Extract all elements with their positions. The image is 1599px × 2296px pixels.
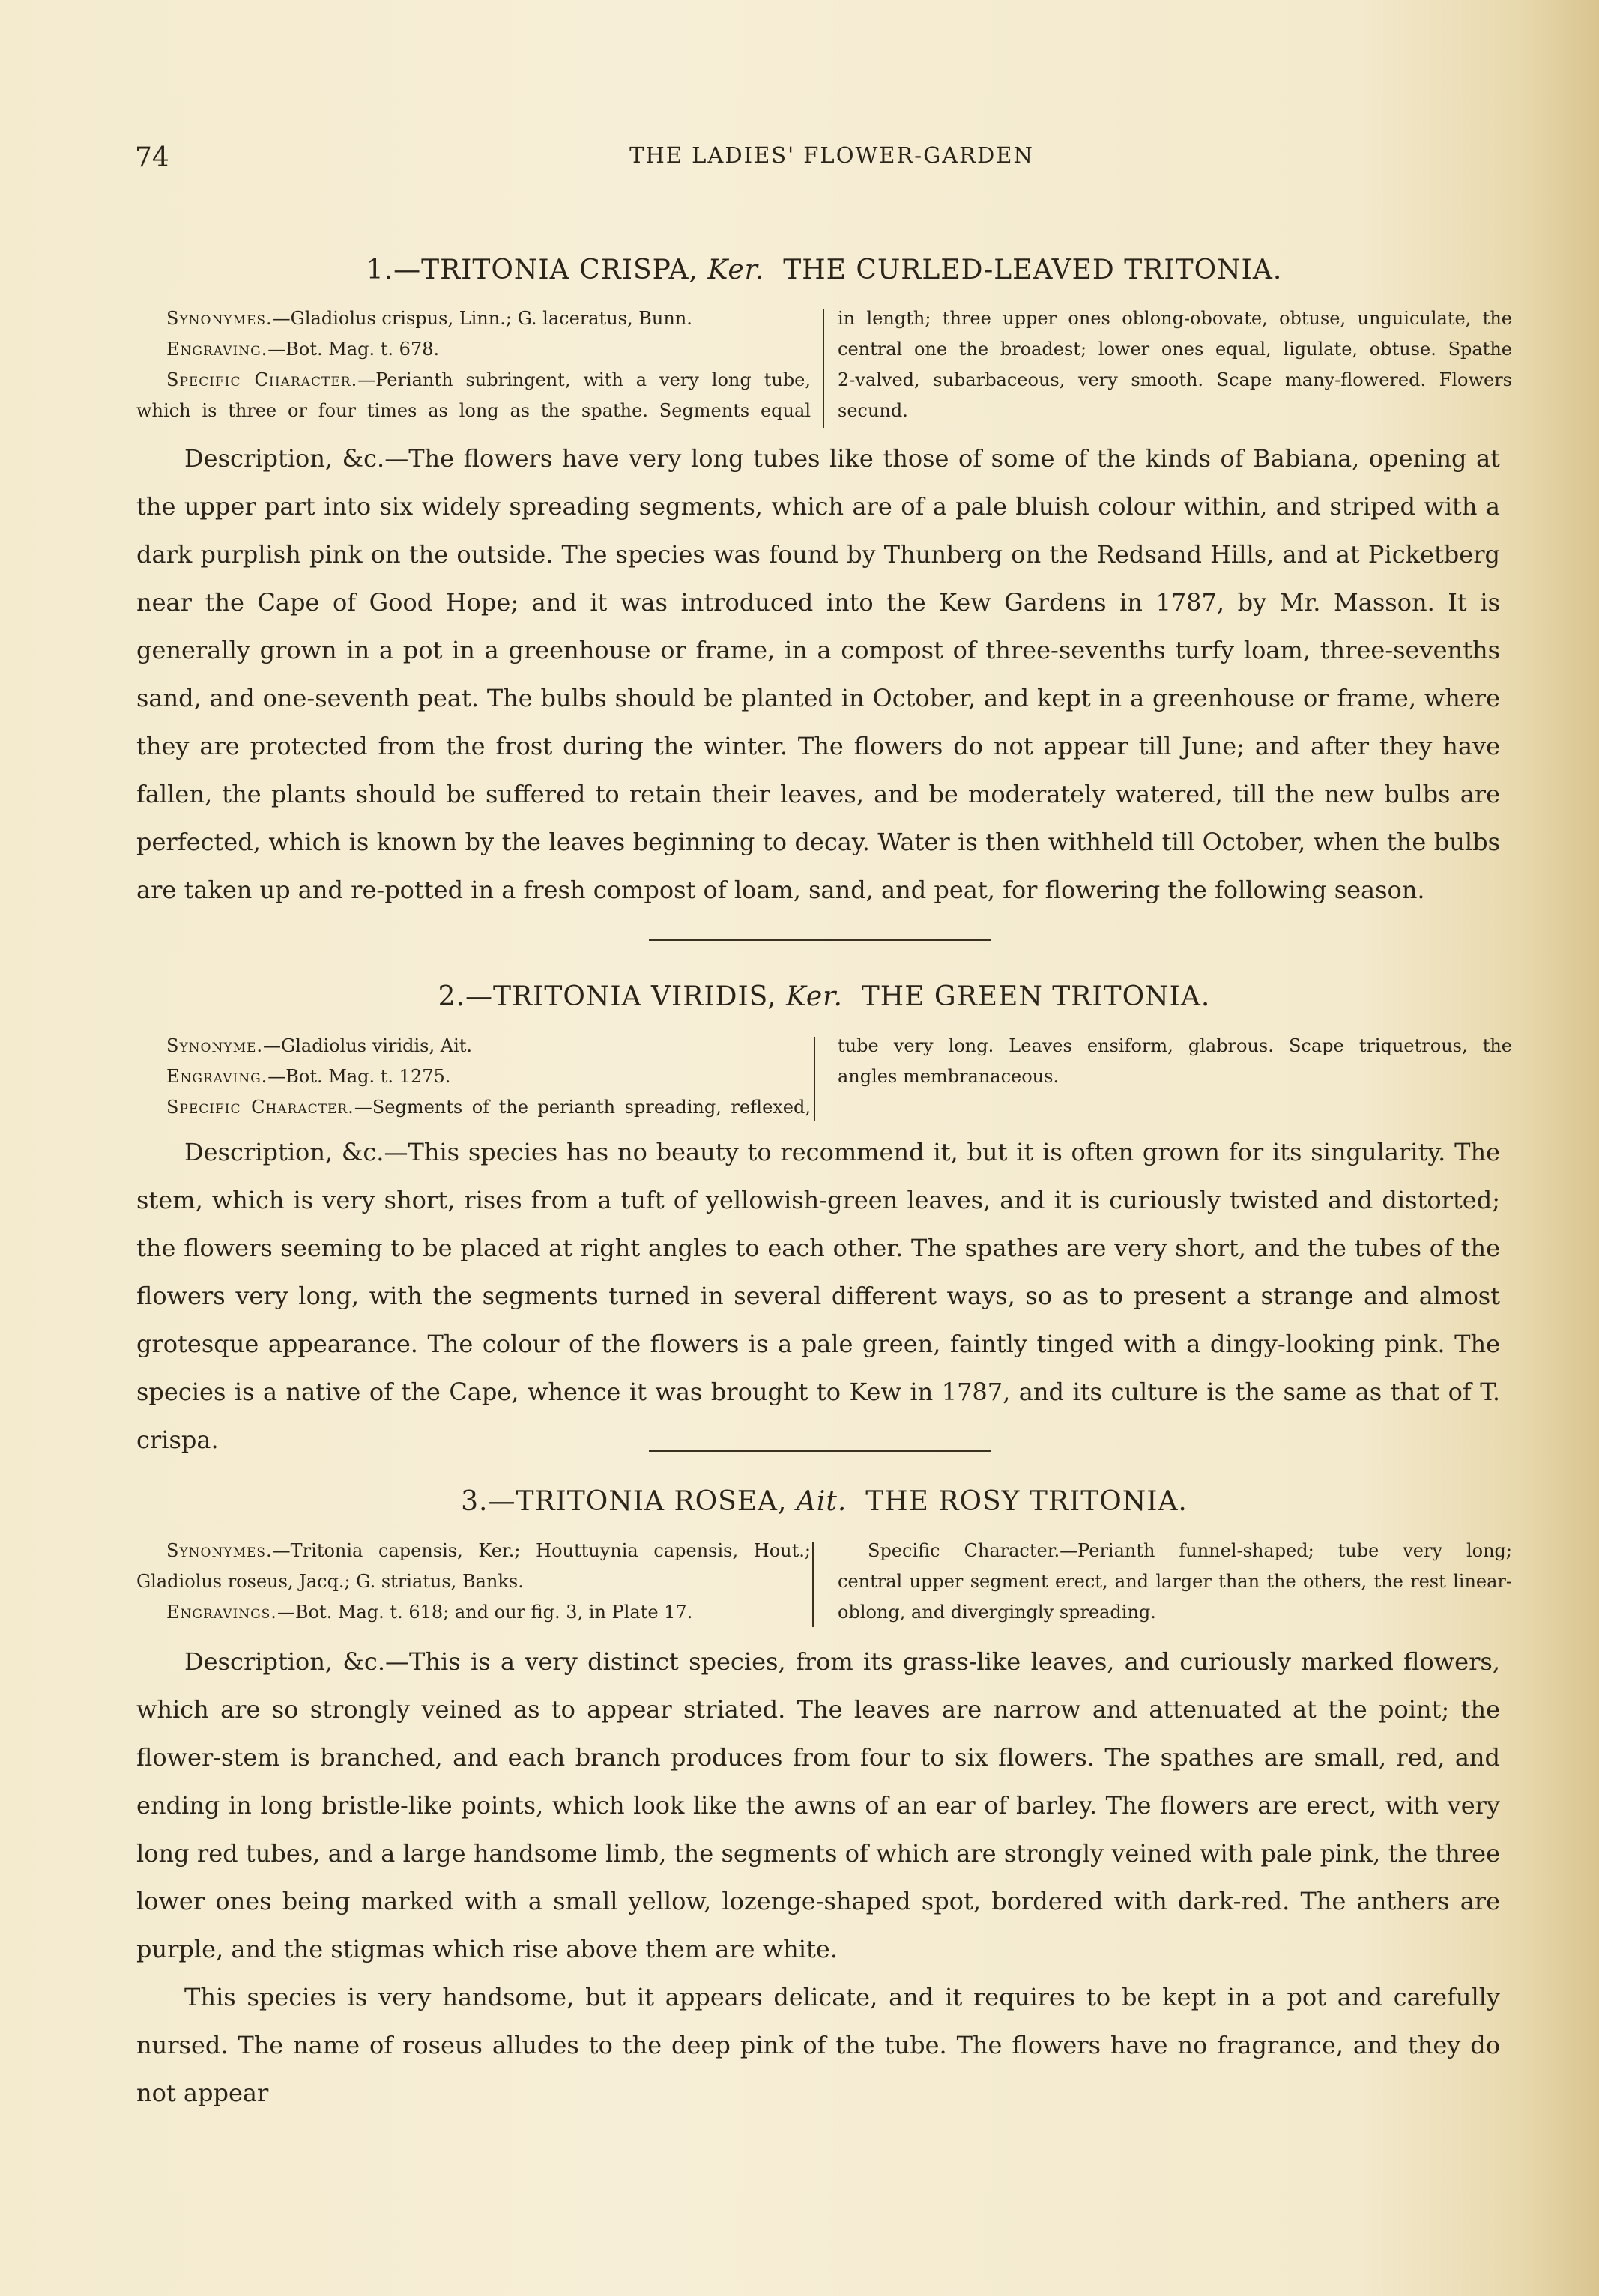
section-3-right-column: [838, 1536, 1512, 1628]
text-line: oblong, and divergingly spreading.: [838, 1602, 1156, 1623]
column-divider: [812, 1542, 814, 1627]
text: —Bot. Mag. t. 1275.: [267, 1066, 451, 1087]
section-3-author: Ait.: [796, 1486, 847, 1517]
section-2-description: [136, 1128, 1500, 1464]
paragraph: Description, &c.—This is a very distinct species, from its grass-like leaves, and curiously marked flowers, which are so strongly veined as to appear striated. The leaves are narrow and attenuated at the point; the flower-stem is branched, and each branch produces from four to six flowers. The spathes are small, red, and ending in long bristle-like points, which look like the awns of an ear of barley. The flowers are erect, with very long red tubes, and a large handsome limb, the segments of which are strongly veined with pale pink, the three lower ones being marked with a small yellow, lozenge-shaped spot, bordered with dark-red. The anthers are purple, and the stigmas which rise above them are white.: [136, 1647, 1500, 1963]
paragraph: This species is very handsome, but it appears delicate, and it requires to be kept in a pot and carefully nursed. The name of roseus alludes to the deep pink of the tube. The flowers have no fragrance, and they do not appear: [136, 1983, 1500, 2107]
section-3-latin-name: 3.—TRITONIA ROSEA,: [461, 1486, 788, 1517]
text-line: secund.: [838, 400, 908, 421]
section-1-latin-name: 1.—TRITONIA CRISPA,: [366, 255, 698, 285]
section-2-right-column: [838, 1031, 1512, 1092]
text: —Bot. Mag. t. 618; and our fig. 3, in Plate 17.: [276, 1602, 693, 1623]
text-line: 2-valved, subarbaceous, very smooth. Scape many-flowered. Flowers: [838, 369, 1512, 390]
label: Specific Character.: [166, 369, 358, 390]
text: Gladiolus roseus, Jacq.; G. striatus, Banks.: [136, 1571, 524, 1592]
paragraph: Description, &c.—This species has no beauty to recommend it, but it is often grown for its singularity. The stem, which is very short, rises from a tuft of yellowish-green leaves, and it is curiously twisted and distorted; the flowers seeming to be placed at right angles to each other. The spathes are very short, and the tubes of the flowers very long, with the segments turned in several different ways, so as to present a strange and almost grotesque appearance. The colour of the flowers is a pale green, faintly tinged with a dingy-looking pink. The species is a native of the Cape, whence it was brought to Kew in 1787, and its culture is the same as that of T. crispa.: [136, 1138, 1500, 1454]
column-divider: [823, 309, 824, 428]
section-3-description: [136, 1638, 1500, 2117]
text: —Bot. Mag. t. 678.: [267, 339, 440, 360]
text-line: Specific Character.—Perianth funnel-shaped; tube very long;: [868, 1540, 1512, 1561]
section-3-common-name: THE ROSY TRITONIA.: [865, 1486, 1188, 1517]
section-2-left-column: [136, 1031, 811, 1123]
text: —Segments of the perianth spreading, reflexed,: [354, 1097, 811, 1118]
section-1-left-column: [136, 303, 811, 426]
text-line: in length; three upper ones oblong-obovate, obtuse, unguiculate, the: [838, 308, 1512, 329]
text: —Tritonia capensis, Ker.; Houttuynia capensis, Hout.;: [272, 1540, 811, 1561]
text: —Gladiolus crispus, Linn.; G. laceratus, Bunn.: [272, 308, 692, 329]
label: Engravings.: [166, 1602, 277, 1623]
section-2-common-name: THE GREEN TRITONIA.: [861, 981, 1211, 1012]
label: Synonyme.: [166, 1035, 264, 1056]
text-line: tube very long. Leaves ensiform, glabrous. Scape triquetrous, the: [838, 1035, 1512, 1056]
section-1-author: Ker.: [707, 255, 765, 285]
section-2-title: [90, 981, 1559, 1012]
text: —Perianth subringent, with a very long tube,: [357, 369, 811, 390]
section-3-title: [90, 1486, 1559, 1517]
label: Specific Character.: [166, 1097, 354, 1118]
label: Synonymes.: [166, 1540, 273, 1561]
running-title: THE LADIES' FLOWER-GARDEN: [629, 142, 1034, 168]
text-line: central upper segment erect, and larger than the others, the rest linear-: [838, 1571, 1512, 1592]
label: Engraving.: [166, 1066, 268, 1087]
section-2-author: Ker.: [785, 981, 843, 1012]
column-divider: [814, 1037, 815, 1121]
section-1-common-name: THE CURLED-LEAVED TRITONIA.: [783, 255, 1283, 285]
section-1-description: [136, 434, 1500, 914]
text-line: central one the broadest; lower ones equal, ligulate, obtuse. Spathe: [838, 339, 1512, 360]
running-head: [135, 142, 1529, 180]
section-1-title: [90, 255, 1559, 285]
page-number: 74: [135, 142, 169, 173]
section-divider: [649, 1450, 991, 1452]
section-1-right-column: [838, 303, 1512, 426]
label: Synonymes.: [166, 308, 273, 329]
paragraph: Description, &c.—The flowers have very long tubes like those of some of the kinds of Babiana, opening at the upper part into six widely spreading segments, which are of a pale bluish colour within, and striped with a dark purplish pink on the outside. The species was found by Thunberg on the Redsand Hills, and at Picketberg near the Cape of Good Hope; and it was introduced into the Kew Gardens in 1787, by Mr. Masson. It is generally grown in a pot in a greenhouse or frame, in a compost of three-sevenths turfy loam, three-sevenths sand, and one-seventh peat. The bulbs should be planted in October, and kept in a greenhouse or frame, where they are protected from the frost during the winter. The flowers do not appear till June; and after they have fallen, the plants should be suffered to retain their leaves, and be moderately watered, till the new bulbs are perfected, which is known by the leaves beginning to decay. Water is then withheld till October, when the bulbs are taken up and re-potted in a fresh compost of loam, sand, and peat, for flowering the following season.: [136, 444, 1500, 904]
section-2-latin-name: 2.—TRITONIA VIRIDIS,: [438, 981, 777, 1012]
section-3-left-column: [136, 1536, 811, 1628]
label: Engraving.: [166, 339, 268, 360]
text-line: angles membranaceous.: [838, 1066, 1060, 1087]
text: —Gladiolus viridis, Ait.: [263, 1035, 473, 1056]
text: which is three or four times as long as the spathe. Segments equal: [136, 400, 811, 421]
section-divider: [649, 939, 991, 941]
